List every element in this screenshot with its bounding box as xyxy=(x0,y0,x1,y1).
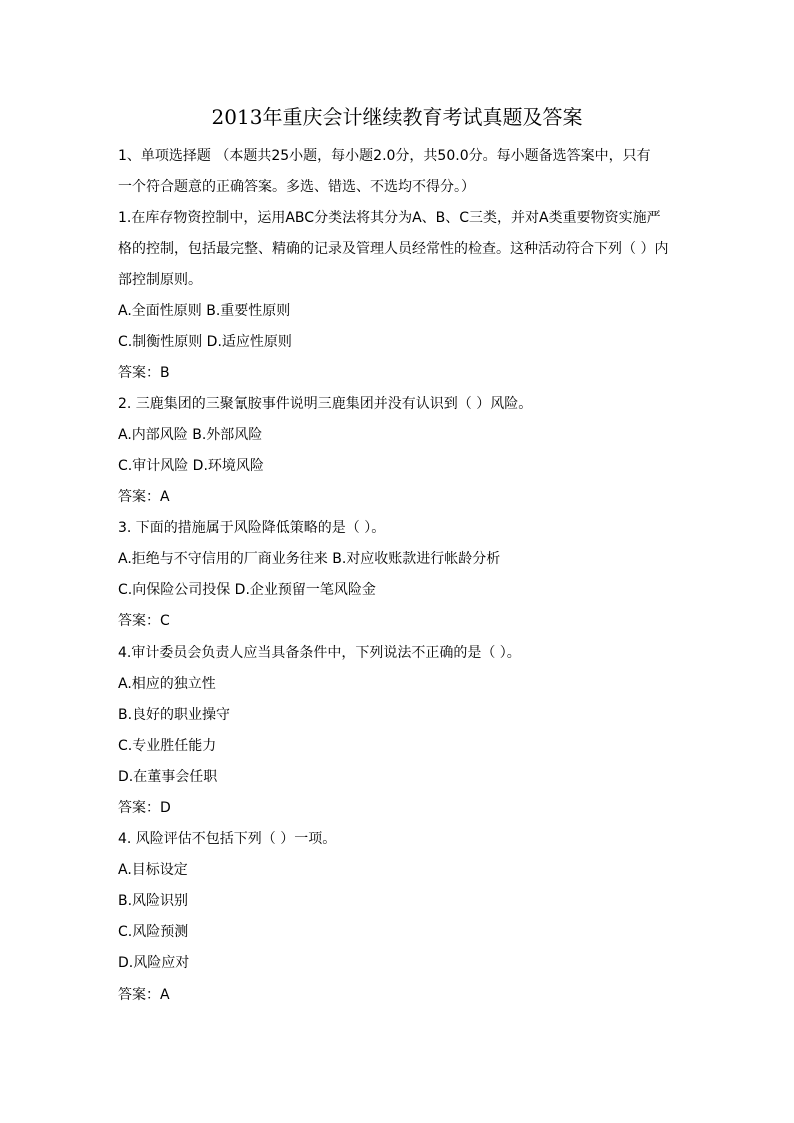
section-instructions-line-1: 1、单项选择题 （本题共25小题，每小题2.0分，共50.0分。每小题备选答案中，只有 xyxy=(118,148,651,164)
question-4b-option-d: D.风险应对 xyxy=(118,955,190,971)
question-1-answer: 答案：B xyxy=(118,365,170,381)
question-4b-text: 4. 风险评估不包括下列（ ）一项。 xyxy=(118,831,337,847)
question-4a-option-d: D.在董事会任职 xyxy=(118,769,218,785)
question-3-options-cd: C.向保险公司投保 D.企业预留一笔风险金 xyxy=(118,582,376,598)
question-4a-option-b: B.良好的职业操守 xyxy=(118,707,231,723)
question-3-text: 3. 下面的措施属于风险降低策略的是（ ）。 xyxy=(118,520,386,536)
question-2-options-ab: A.内部风险 B.外部风险 xyxy=(118,427,263,443)
section-instructions-line-2: 一个符合题意的正确答案。多选、错选、不选均不得分。） xyxy=(118,179,475,195)
question-4a-option-a: A.相应的独立性 xyxy=(118,676,216,692)
question-4a-option-c: C.专业胜任能力 xyxy=(118,738,217,754)
question-4b-option-b: B.风险识别 xyxy=(118,893,189,909)
question-4b-option-c: C.风险预测 xyxy=(118,924,189,940)
question-2-text: 2. 三鹿集团的三聚氰胺事件说明三鹿集团并没有认识到（ ）风险。 xyxy=(118,396,533,412)
question-4a-text: 4.审计委员会负责人应当具备条件中，下列说法不正确的是（ ）。 xyxy=(118,645,521,661)
question-3-answer: 答案：C xyxy=(118,613,170,629)
document-title: 2013年重庆会计继续教育考试真题及答案 xyxy=(211,105,583,129)
question-1-line-2: 格的控制，包括最完整、精确的记录及管理人员经常性的检查。这种活动符合下列（ ）内 xyxy=(118,241,669,257)
question-1-line-1: 1.在库存物资控制中，运用ABC分类法将其分为A、B、C三类，并对A类重要物资实施严 xyxy=(118,210,661,226)
question-4b-option-a: A.目标设定 xyxy=(118,862,188,878)
question-1-options-ab: A.全面性原则 B.重要性原则 xyxy=(118,303,291,319)
question-1-line-3: 部控制原则。 xyxy=(118,272,202,288)
question-4a-answer: 答案：D xyxy=(118,800,171,816)
question-3-options-ab: A.拒绝与不守信用的厂商业务往来 B.对应收账款进行帐龄分析 xyxy=(118,551,501,567)
question-2-options-cd: C.审计风险 D.环境风险 xyxy=(118,458,264,474)
question-4b-answer: 答案：A xyxy=(118,987,170,1003)
question-2-answer: 答案：A xyxy=(118,489,170,505)
question-1-options-cd: C.制衡性原则 D.适应性原则 xyxy=(118,334,292,350)
